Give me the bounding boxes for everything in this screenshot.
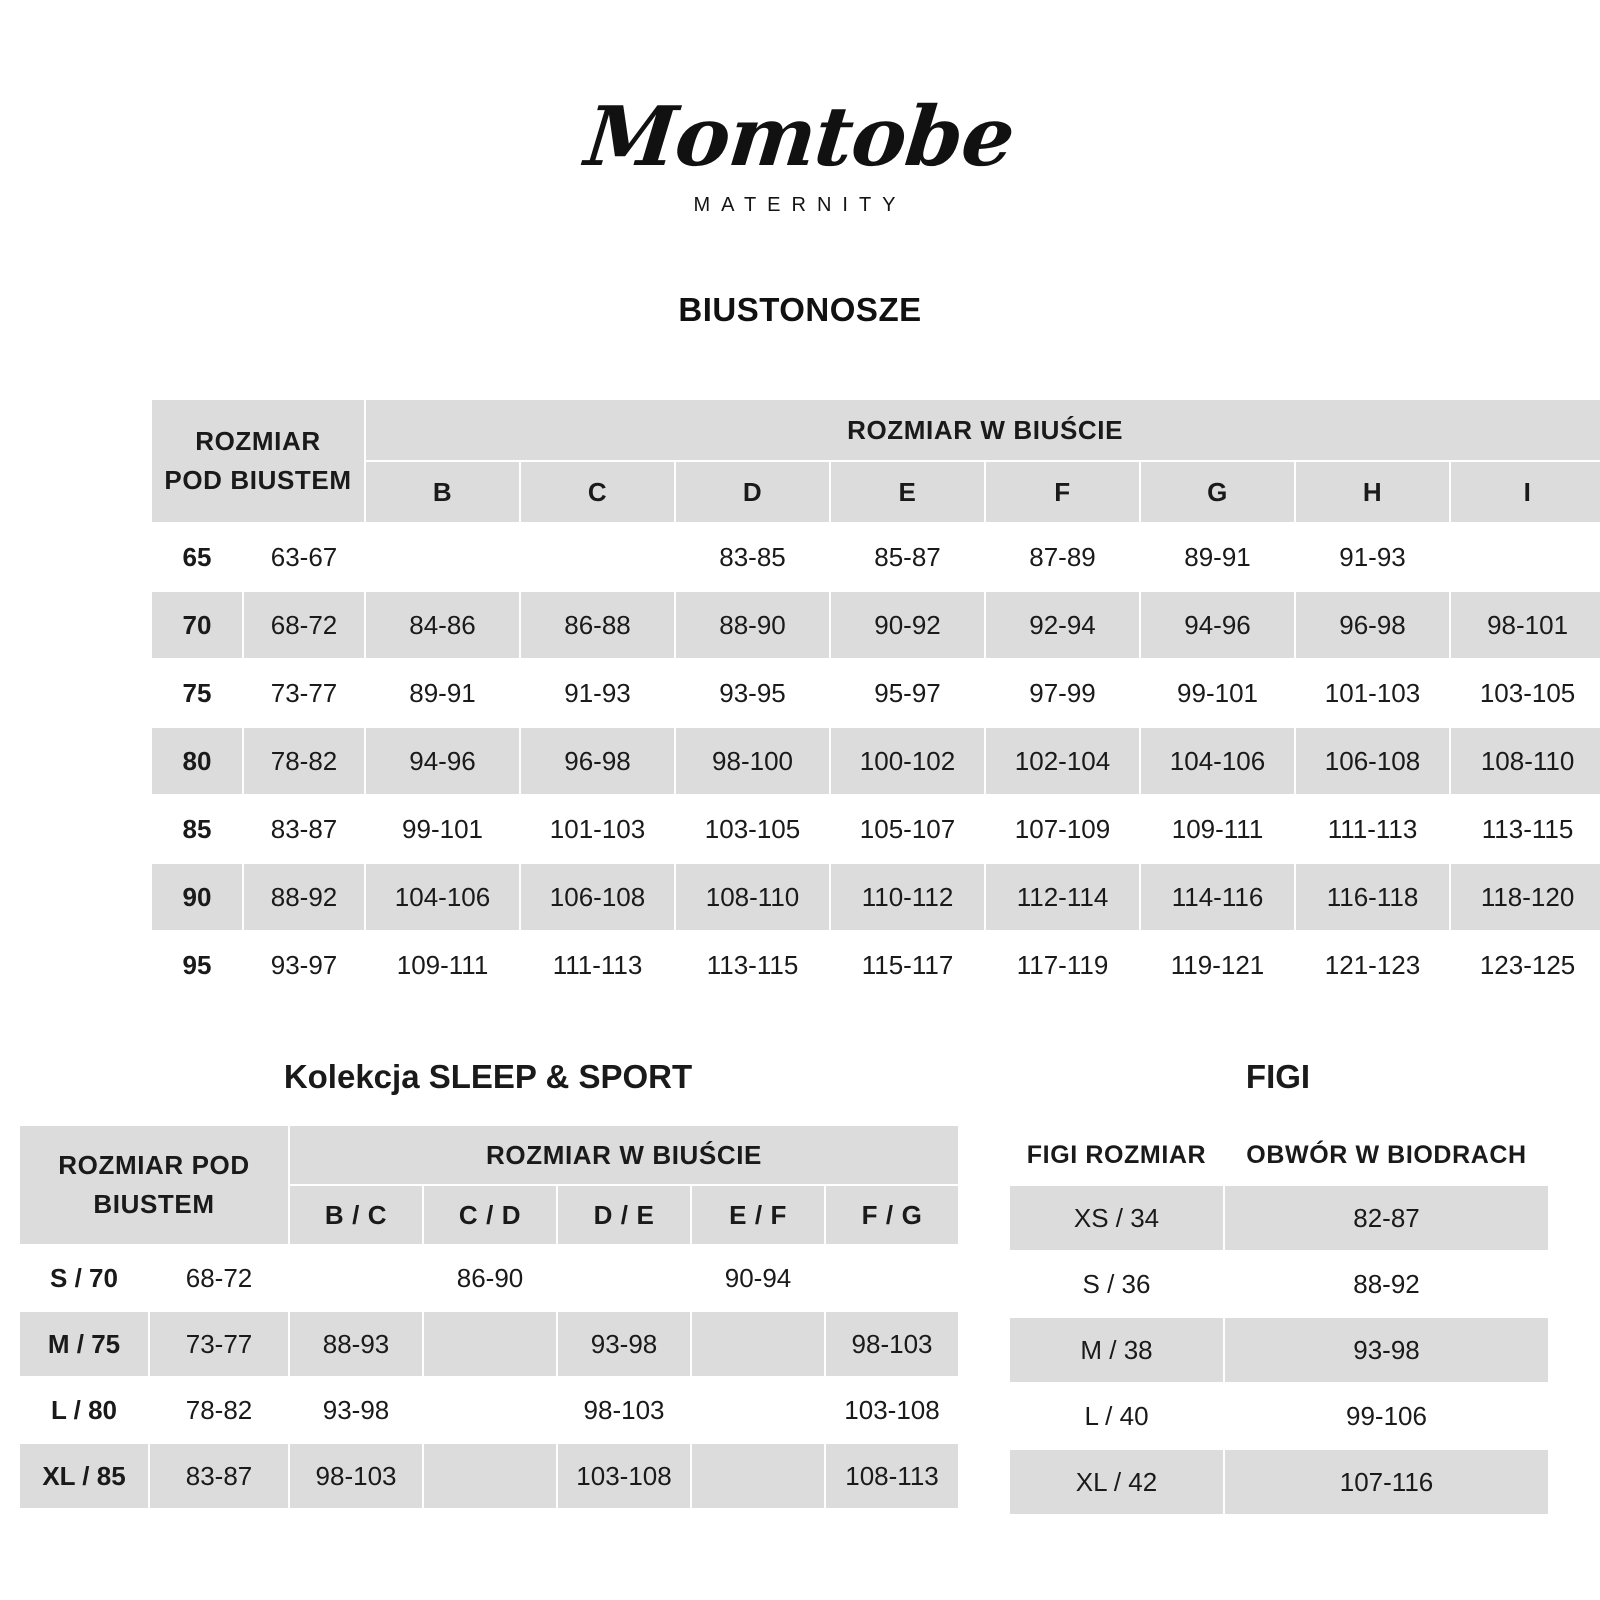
cell-figi-hips: 82-87 [1224,1185,1549,1251]
column-header-cup-cd: C / D [423,1185,557,1245]
cell-figi-size: XL / 42 [1009,1449,1224,1515]
cell-cup: 106-108 [520,863,675,931]
cell-cup: 93-98 [289,1377,423,1443]
cell-size: XL / 85 [19,1443,149,1509]
table-header-row [1009,1125,1549,1185]
cell-cup: 111-113 [520,931,675,999]
cell-underbust: 83-87 [243,795,365,863]
cell-cup: 113-115 [675,931,830,999]
cell-cup: 112-114 [985,863,1140,931]
table-row [151,795,1600,863]
cell-figi-hips: 99-106 [1224,1383,1549,1449]
cell-cup: 93-98 [557,1311,691,1377]
cell-cup: 92-94 [985,591,1140,659]
cell-underbust: 78-82 [243,727,365,795]
cell-underbust: 73-77 [243,659,365,727]
cell-cup: 104-106 [365,863,520,931]
column-header-cup-group: ROZMIAR W BIUŚCIE [365,399,1600,461]
cell-cup [520,523,675,591]
cell-cup: 98-103 [289,1443,423,1509]
cell-figi-hips: 88-92 [1224,1251,1549,1317]
brand-logo [0,0,1600,217]
table-row [19,1377,959,1443]
cell-cup: 83-85 [675,523,830,591]
column-header-cup-h: H [1295,461,1450,523]
cell-cup: 90-92 [830,591,985,659]
cell-cup: 88-90 [675,591,830,659]
cell-cup: 109-111 [365,931,520,999]
cell-underbust: 93-97 [243,931,365,999]
cell-figi-size: XS / 34 [1009,1185,1224,1251]
cell-cup: 87-89 [985,523,1140,591]
cell-cup: 95-97 [830,659,985,727]
cell-cup: 97-99 [985,659,1140,727]
column-header-cup-d: D [675,461,830,523]
cell-cup: 98-103 [825,1311,959,1377]
cell-underbust: 78-82 [149,1377,289,1443]
cell-cup: 110-112 [830,863,985,931]
cell-cup: 98-101 [1450,591,1600,659]
column-header-cup-ef: E / F [691,1185,825,1245]
cell-size: 85 [151,795,243,863]
table-header-row [151,399,1600,461]
cell-cup: 99-101 [1140,659,1295,727]
cell-figi-size: L / 40 [1009,1383,1224,1449]
cell-cup [825,1245,959,1311]
cell-cup: 94-96 [1140,591,1295,659]
cell-cup: 105-107 [830,795,985,863]
cell-cup: 91-93 [1295,523,1450,591]
cell-cup: 108-110 [675,863,830,931]
table-row [19,1245,959,1311]
column-header-cup-e: E [830,461,985,523]
table-row [151,727,1600,795]
column-header-underbust-line1: ROZMIAR POD [58,1150,250,1180]
cell-cup: 98-103 [557,1377,691,1443]
cell-cup: 84-86 [365,591,520,659]
cell-cup: 114-116 [1140,863,1295,931]
table-row [19,1311,959,1377]
cell-cup [691,1443,825,1509]
cell-size: 90 [151,863,243,931]
cell-underbust: 68-72 [149,1245,289,1311]
cell-cup [423,1311,557,1377]
cell-cup [691,1377,825,1443]
sleep-sport-size-table [18,1124,960,1510]
cell-underbust: 63-67 [243,523,365,591]
table-header-row-cups [151,461,1600,523]
cell-cup: 96-98 [1295,591,1450,659]
column-header-cup-g: G [1140,461,1295,523]
cell-cup [423,1377,557,1443]
cell-cup [691,1311,825,1377]
cell-cup: 89-91 [365,659,520,727]
cell-cup: 102-104 [985,727,1140,795]
cell-cup: 108-113 [825,1443,959,1509]
cell-cup: 113-115 [1450,795,1600,863]
column-header-figi-size: FIGI ROZMIAR [1009,1125,1224,1185]
cell-cup: 118-120 [1450,863,1600,931]
column-header-underbust-line2: POD BIUSTEM [164,465,352,495]
cell-cup: 96-98 [520,727,675,795]
brand-tagline: MATERNITY [693,194,907,216]
page-title-bras: BIUSTONOSZE [678,291,922,328]
column-header-cup-fg: F / G [825,1185,959,1245]
cell-underbust: 88-92 [243,863,365,931]
cell-figi-hips: 107-116 [1224,1449,1549,1515]
table-row [1009,1185,1549,1251]
cell-size: L / 80 [19,1377,149,1443]
column-header-cup-i: I [1450,461,1600,523]
cell-size: 80 [151,727,243,795]
cell-cup [423,1443,557,1509]
cell-cup: 103-105 [675,795,830,863]
cell-underbust: 83-87 [149,1443,289,1509]
cell-cup: 115-117 [830,931,985,999]
cell-cup: 103-108 [825,1377,959,1443]
cell-underbust: 73-77 [149,1311,289,1377]
cell-cup: 109-111 [1140,795,1295,863]
column-header-cup-f: F [985,461,1140,523]
cell-cup [1450,523,1600,591]
cell-cup: 107-109 [985,795,1140,863]
cell-cup: 100-102 [830,727,985,795]
cell-cup: 101-103 [1295,659,1450,727]
cell-cup: 89-91 [1140,523,1295,591]
cell-cup: 85-87 [830,523,985,591]
cell-cup [557,1245,691,1311]
cell-cup: 98-100 [675,727,830,795]
column-header-underbust [19,1125,289,1245]
table-row [1009,1449,1549,1515]
cell-cup: 88-93 [289,1311,423,1377]
sleep-sport-table-wrapper [18,1124,960,1510]
cell-figi-size: M / 38 [1009,1317,1224,1383]
column-header-cup-c: C [520,461,675,523]
column-header-figi-hips: OBWÓR W BIODRACH [1224,1125,1549,1185]
table-row [151,659,1600,727]
cell-cup: 86-88 [520,591,675,659]
cell-size: M / 75 [19,1311,149,1377]
cell-size: S / 70 [19,1245,149,1311]
brand-wordmark: Momtobe [581,89,1019,185]
cell-cup [289,1245,423,1311]
cell-cup: 90-94 [691,1245,825,1311]
cell-size: 95 [151,931,243,999]
cell-cup: 106-108 [1295,727,1450,795]
cell-cup: 94-96 [365,727,520,795]
table-row [151,591,1600,659]
column-header-cup-bc: B / C [289,1185,423,1245]
table-header-row [19,1125,959,1185]
cell-size: 65 [151,523,243,591]
cell-cup: 93-95 [675,659,830,727]
column-header-cup-de: D / E [557,1185,691,1245]
cell-cup: 123-125 [1450,931,1600,999]
page-title-figi: FIGI [1245,1058,1311,1095]
cell-size: 75 [151,659,243,727]
table-row [19,1443,959,1509]
cell-cup: 121-123 [1295,931,1450,999]
cell-cup: 103-105 [1450,659,1600,727]
cell-cup: 99-101 [365,795,520,863]
cell-cup: 91-93 [520,659,675,727]
table-row [1009,1317,1549,1383]
cell-cup: 111-113 [1295,795,1450,863]
table-row [151,931,1600,999]
cell-cup: 116-118 [1295,863,1450,931]
cell-cup: 101-103 [520,795,675,863]
column-header-cup-group: ROZMIAR W BIUŚCIE [289,1125,959,1185]
column-header-underbust-line1: ROZMIAR [195,426,321,456]
table-row [1009,1251,1549,1317]
cell-cup: 117-119 [985,931,1140,999]
table-row [151,523,1600,591]
cell-cup: 104-106 [1140,727,1295,795]
cell-cup [365,523,520,591]
cell-cup: 119-121 [1140,931,1295,999]
bras-size-table-wrapper [150,398,1576,1000]
cell-size: 70 [151,591,243,659]
table-row [1009,1383,1549,1449]
bras-size-table [150,398,1600,1000]
table-row [151,863,1600,931]
figi-table-wrapper [1008,1124,1550,1516]
column-header-cup-b: B [365,461,520,523]
column-header-underbust-line2: BIUSTEM [93,1189,215,1219]
cell-figi-hips: 93-98 [1224,1317,1549,1383]
figi-size-table [1008,1124,1550,1516]
cell-cup: 103-108 [557,1443,691,1509]
page-title-sleep-sport: Kolekcja SLEEP & SPORT [283,1058,693,1095]
cell-underbust: 68-72 [243,591,365,659]
column-header-underbust [151,399,365,523]
cell-cup: 86-90 [423,1245,557,1311]
cell-figi-size: S / 36 [1009,1251,1224,1317]
cell-cup: 108-110 [1450,727,1600,795]
